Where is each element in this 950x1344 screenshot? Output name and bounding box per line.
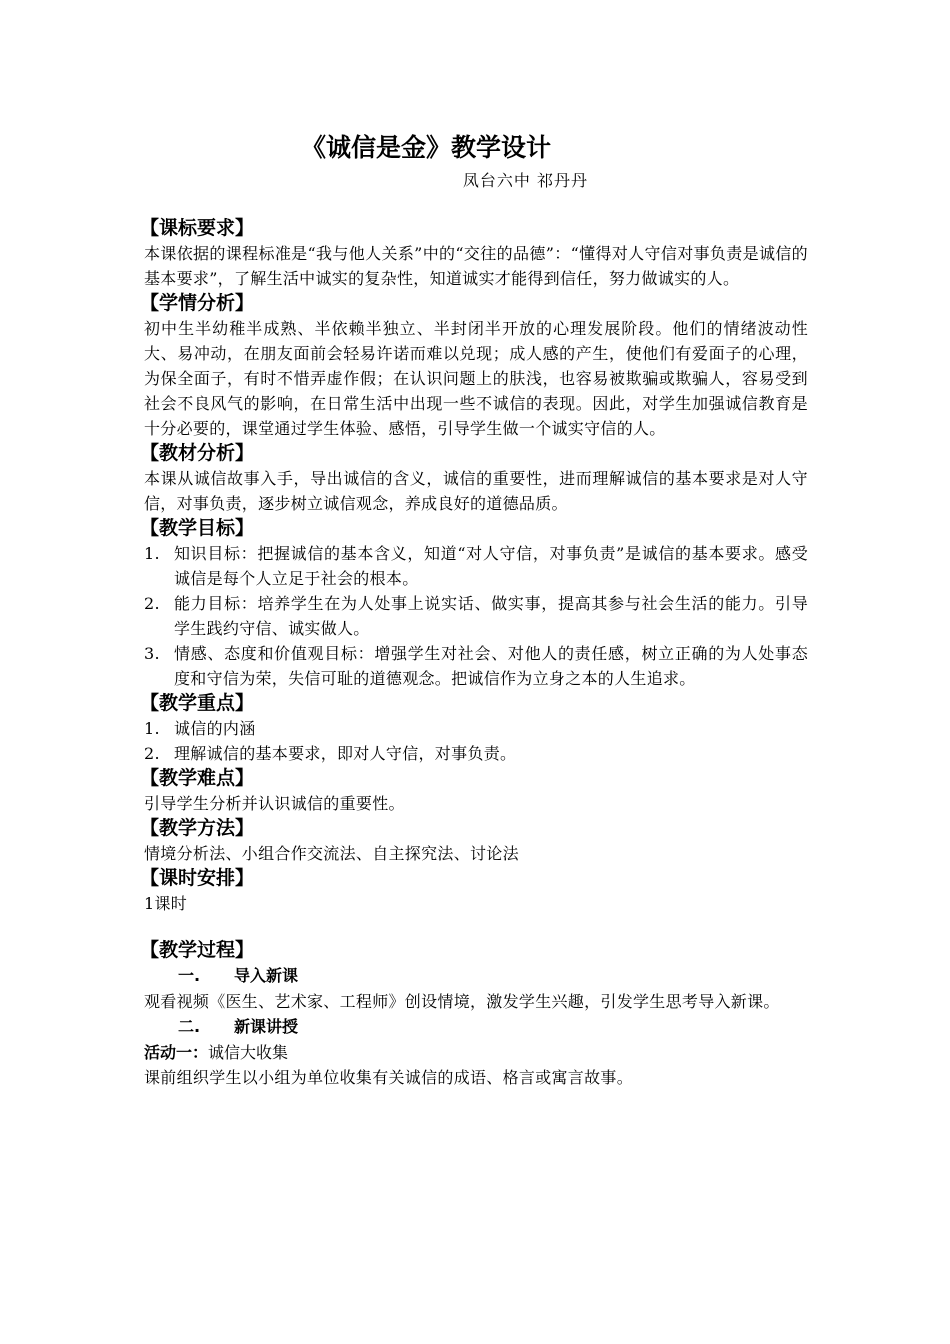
list-item — [144, 641, 808, 691]
heading-jiaocai: 【教材分析】 — [140, 442, 255, 464]
para-nandian: 引导学生分析并认识诚信的重要性。 — [144, 794, 405, 813]
heading-guocheng: 【教学过程】 — [140, 939, 255, 961]
heading-nandian: 【教学难点】 — [140, 767, 255, 789]
step-number: 一. — [178, 966, 201, 985]
spacer — [144, 916, 808, 938]
activity-heading — [144, 1040, 808, 1065]
step-number: 二. — [178, 1017, 201, 1036]
activity-name: 诚信大收集 — [208, 1043, 289, 1062]
list-item — [144, 741, 808, 766]
step-label: 导入新课 — [234, 966, 299, 985]
list-text: 理解诚信的基本要求，即对人守信，对事负责。 — [174, 744, 517, 763]
list-number: 3. — [144, 644, 160, 663]
list-number: 2. — [144, 594, 160, 613]
list-text: 情感、态度和价值观目标：增强学生对社会、对他人的责任感，树立正确的为人处事态度和守信为荣，失信可耻的道德观念。把诚信作为立身之本的人生追求。 — [174, 644, 808, 688]
heading-zhongdian: 【教学重点】 — [140, 692, 255, 714]
list-number: 1. — [144, 544, 160, 563]
list-text: 能力目标：培养学生在为人处事上说实话、做实事，提高其参与社会生活的能力。引导学生践约守信、诚实做人。 — [174, 594, 808, 638]
para-anpai: 1课时 — [144, 894, 188, 913]
list-item — [144, 591, 808, 641]
list-text: 知识目标：把握诚信的基本含义，知道“对人守信，对事负责”是诚信的基本要求。感受诚信是每个人立足于社会的根本。 — [174, 544, 808, 588]
para-step1: 观看视频《医生、艺术家、工程师》创设情境，激发学生兴趣，引发学生思考导入新课。 — [144, 992, 780, 1011]
step-heading-1 — [144, 963, 808, 989]
step-label: 新课讲授 — [234, 1017, 299, 1036]
activity-label: 活动一： — [144, 1043, 209, 1062]
step-heading-2 — [144, 1014, 808, 1040]
para-fangfa: 情境分析法、小组合作交流法、自主探究法、讨论法 — [144, 844, 519, 863]
list-number: 2. — [144, 744, 160, 763]
list-item — [144, 541, 808, 591]
heading-anpai: 【课时安排】 — [140, 867, 255, 889]
list-item — [144, 716, 808, 741]
list-text: 诚信的内涵 — [174, 719, 256, 738]
heading-mubiao: 【教学目标】 — [140, 517, 255, 539]
heading-fangfa: 【教学方法】 — [140, 817, 255, 839]
list-number: 1. — [144, 719, 160, 738]
spacer — [144, 196, 808, 216]
document-page — [140, 130, 808, 1090]
para-jiaocai: 本课从诚信故事入手，导出诚信的含义，诚信的重要性，进而理解诚信的基本要求是对人守信，对事负责，逐步树立诚信观念，养成良好的道德品质。 — [144, 469, 808, 513]
heading-kebiao: 【课标要求】 — [140, 217, 255, 239]
para-kebiao: 本课依据的课程标准是“我与他人关系”中的“交往的品德”：“懂得对人守信对事负责是诚信的基本要求”，了解生活中诚实的复杂性，知道诚实才能得到信任，努力做诚实的人。 — [144, 244, 808, 288]
heading-xueqing: 【学情分析】 — [140, 292, 255, 314]
author-line: 凤台六中 祁丹丹 — [462, 171, 588, 190]
para-xueqing: 初中生半幼稚半成熟、半依赖半独立、半封闭半开放的心理发展阶段。他们的情绪波动性大、易冲动，在朋友面前会轻易许诺而难以兑现；成人感的产生，使他们有爱面子的心理，为保全面子，有时不惜弄虚作假；在认识问题上的肤浅，也容易被欺骗或欺骗人，容易受到社会不良风气的影响，在日常生活中出现一些不诚信的表现。因此，对学生加强诚信教育是十分必要的，课堂通过学生体验、感悟，引导学生做一个诚实守信的人。 — [144, 319, 808, 438]
document-title: 《诚信是金》教学设计 — [300, 133, 551, 162]
para-activity1: 课前组织学生以小组为单位收集有关诚信的成语、格言或寓言故事。 — [144, 1068, 634, 1087]
